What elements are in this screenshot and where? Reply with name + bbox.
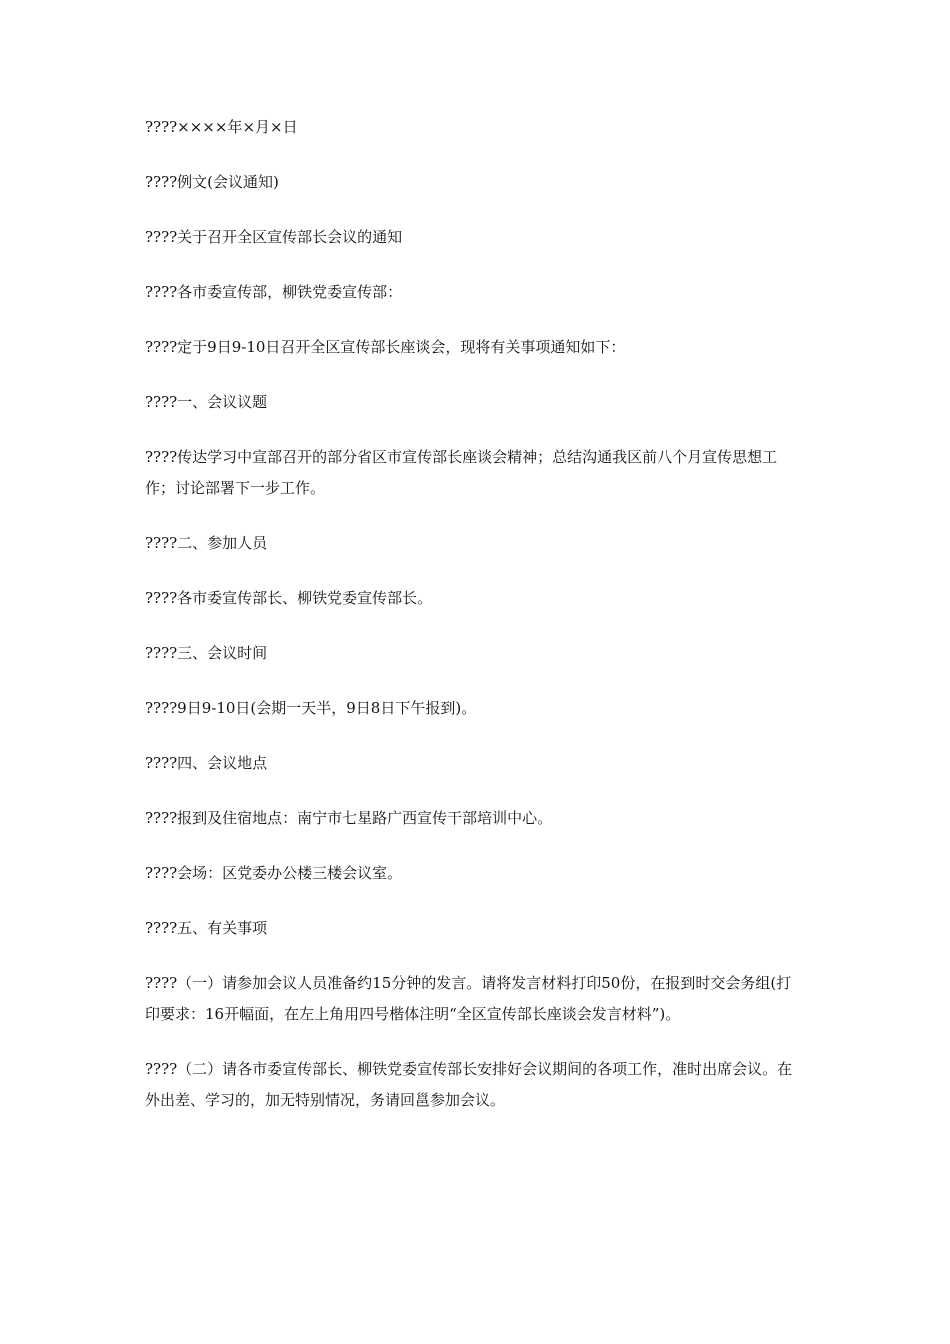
attendees-paragraph: ????各市委宣传部长、柳铁党委宣传部长。 xyxy=(145,589,433,607)
intro-paragraph: ????定于9日9-10日召开全区宣传部长座谈会，现将有关事项通知如下： xyxy=(145,338,626,356)
document-body xyxy=(145,112,805,1140)
venue-paragraph: ????会场：区党委办公楼三楼会议室。 xyxy=(145,864,403,882)
matters-item-2: ????（二）请各市委宣传部长、柳铁党委宣传部长安排好会议期间的各项工作，准时出席会议。在外出差、学习的，加无特别情况，务请回邕参加会议。 xyxy=(145,1060,793,1109)
section-heading-time: ????三、会议时间 xyxy=(145,644,268,662)
section-heading-location: ????四、会议地点 xyxy=(145,754,268,772)
section-heading-attendees: ????二、参加人员 xyxy=(145,534,268,552)
example-label: ????例文(会议通知) xyxy=(145,173,279,191)
lodging-paragraph: ????报到及住宿地点：南宁市七星路广西宣传干部培训中心。 xyxy=(145,809,553,827)
section-heading-topic: ????一、会议议题 xyxy=(145,393,268,411)
recipients-line: ????各市委宣传部，柳铁党委宣传部： xyxy=(145,283,403,301)
date-line: ????××××年×月×日 xyxy=(145,118,298,136)
time-paragraph: ????9日9-10日(会期一天半，9日8日下午报到)。 xyxy=(145,699,477,717)
section-heading-matters: ????五、有关事项 xyxy=(145,919,268,937)
notice-title: ????关于召开全区宣传部长会议的通知 xyxy=(145,228,403,246)
matters-item-1: ????（一）请参加会议人员准备约15分钟的发言。请将发言材料打印50份，在报到时交会务组(打印要求：16开幅面，在左上角用四号楷体注明“全区宣传部长座谈会发言材料”)。 xyxy=(145,974,792,1023)
topic-paragraph: ????传达学习中宣部召开的部分省区市宣传部长座谈会精神；总结沟通我区前八个月宣传思想工作；讨论部署下一步工作。 xyxy=(145,448,778,497)
